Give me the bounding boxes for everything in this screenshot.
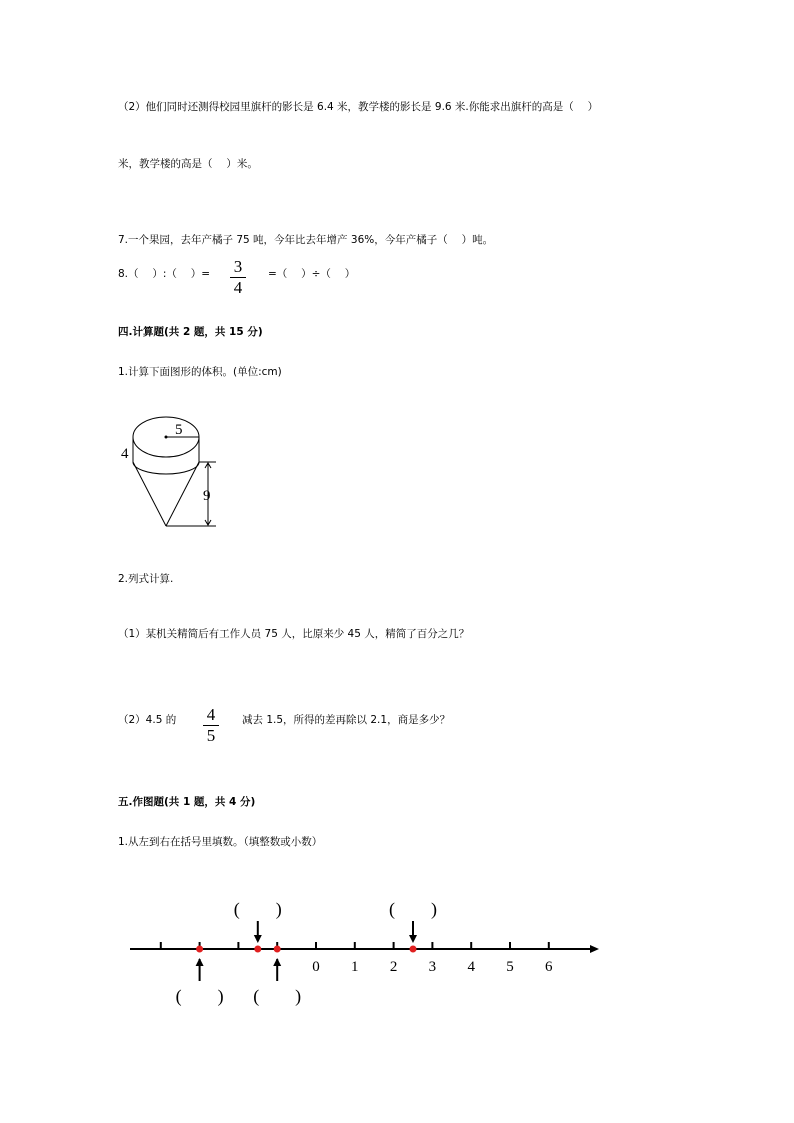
calc-2-2-right: 减去 1.5，所得的差再除以 2.1，商是多少？ [242,714,451,726]
cylinder-cone-figure [110,400,250,540]
drawing-1: 1.从左到右在括号里填数。（填整数或小数） [118,836,323,848]
fraction-3-4 [228,258,248,297]
denominator: 5 [206,726,216,745]
tick-label: 1 [351,959,359,975]
tick-label: 6 [545,959,553,975]
number-line [0,880,794,1020]
numerator: 3 [233,257,243,276]
tick-label: 4 [467,959,475,975]
calc-2-2-left: （2）4.5 的 [118,714,177,726]
arrow-head [409,935,417,943]
point [274,946,281,953]
cylinder-height-label: 4 [121,446,129,462]
cone-height-label: 9 [203,488,211,504]
radius-label: 5 [175,422,183,438]
calc-2: 2.列式计算. [118,573,174,585]
tick-label: 3 [428,959,437,975]
question-8-right: =（ ）÷（ ） [268,268,356,280]
question-8-left: 8.（ ）:（ ）= [118,268,211,280]
point [254,946,261,953]
arrow-head [273,958,281,966]
arrow-head [196,958,204,966]
section-4-heading: 四.计算题(共 2 题，共 15 分) [118,326,263,338]
tick-label: 0 [312,959,320,975]
point [196,946,203,953]
arrow-head [254,935,262,943]
fraction-4-5 [201,706,221,745]
question-6-2-line2: 米，教学楼的高是（ ）米。 [118,158,258,170]
axis-arrow-icon [590,945,599,953]
answer-blank: ( ) [389,899,437,919]
calc-2-1: （1）某机关精简后有工作人员 75 人，比原来少 45 人，精简了百分之几？ [118,628,470,640]
answer-blank: ( ) [253,986,302,1006]
question-6-2-line1: （2）他们同时还测得校园里旗杆的影长是 6.4 米，教学楼的影长是 9.6 米.你能求出旗杆的高是（ ） [118,101,599,113]
tick-label: 5 [506,959,514,975]
question-7: 7.一个果园，去年产橘子 75 吨，今年比去年增产 36%，今年产橘子（ ）吨。 [118,234,494,246]
denominator: 4 [233,278,243,297]
tick-label: 2 [389,959,398,975]
calc-1: 1.计算下面图形的体积。(单位:cm) [118,366,282,378]
point [410,946,417,953]
numerator: 4 [206,705,216,724]
section-5-heading: 五.作图题(共 1 题，共 4 分) [118,796,256,808]
answer-blank: ( ) [175,986,224,1006]
answer-blank: ( ) [233,899,282,919]
